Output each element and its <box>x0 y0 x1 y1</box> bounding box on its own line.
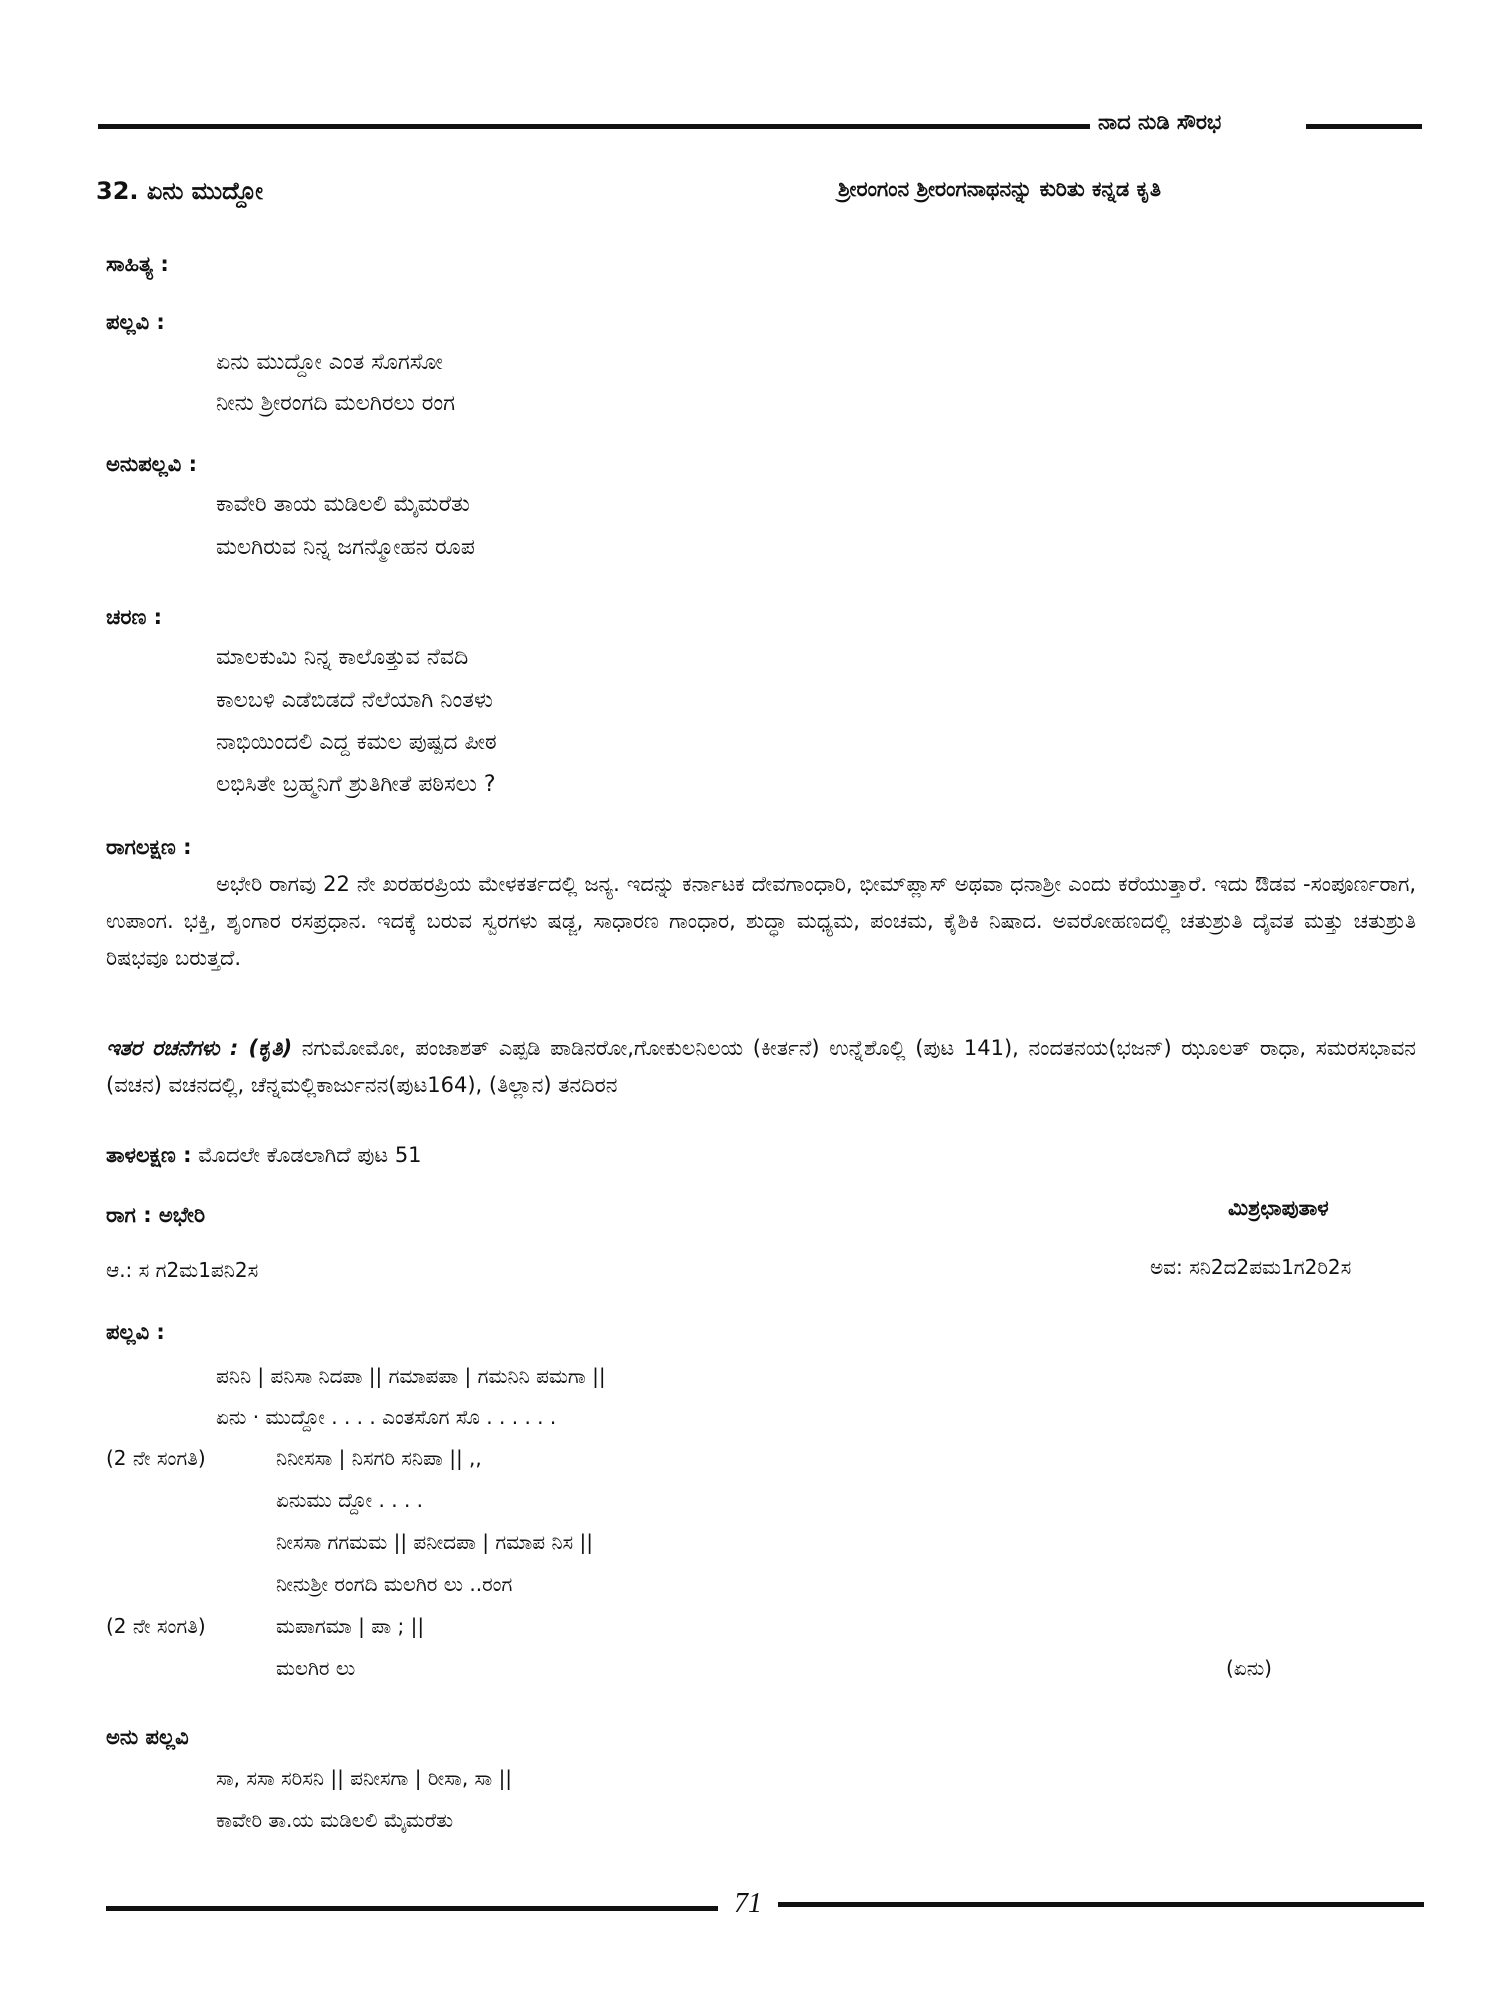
charana-line-1: ಮಾಲಕುಮಿ ನಿನ್ನ ಕಾಲೊತ್ತುವ ನೆವದಿ <box>216 645 469 670</box>
sahitya-heading: ಸಾಹಿತ್ಯ : <box>106 252 169 276</box>
notation-anupallavi-line: ಸಾ, ಸಸಾ ಸರಿಸನಿ || ಪನೀಸಗಾ | ರೀಸಾ, ಸಾ || <box>216 1766 513 1790</box>
notation-line: ಮಪಾಗಮಾ | ಪಾ ; || <box>276 1614 425 1638</box>
tala-lakshana <box>106 1143 422 1168</box>
raga-lakshana-heading: ರಾಗಲಕ್ಷಣ : <box>106 835 192 859</box>
header-rule-right <box>1306 124 1422 129</box>
header-rule-left <box>98 124 1090 129</box>
charana-heading: ಚರಣ : <box>106 605 163 629</box>
notation-line: ಏನು · ಮುದ್ದೋ . . . . ಎಂತಸೊಗ ಸೊ . . . . . . <box>216 1405 557 1429</box>
charana-line-4: ಲಭಿಸಿತೇ ಬ್ರಹ್ಮನಿಗೆ ಶ್ರುತಿಗೀತೆ ಪಠಿಸಲು ? <box>216 772 496 797</box>
notation-line: ನೀಸಸಾ ಗಗಮಮ || ಪನೀದಪಾ | ಗಮಾಪ ನಿಸ || <box>276 1530 594 1554</box>
tala-lakshana-text: ಮೊದಲೇ ಕೊಡಲಾಗಿದೆ ಪುಟ 51 <box>191 1143 422 1167</box>
charana-line-2: ಕಾಲಬಳಿ ಎಡೆಬಿಡದೆ ನೆಲೆಯಾಗಿ ನಿಂತಳು <box>216 688 493 713</box>
notation-anupallavi-heading: ಅನು ಪಲ್ಲವಿ <box>106 1725 189 1749</box>
song-title: 32. ಏನು ಮುದ್ದೋ <box>96 177 264 205</box>
other-compositions-paragraph <box>106 1030 1416 1104</box>
pallavi-line-2: ನೀನು ಶ್ರೀರಂಗದಿ ಮಲಗಿರಲು ರಂಗ <box>216 391 456 416</box>
running-title: ನಾದ ನುಡಿ ಸೌರಭ <box>1098 110 1222 134</box>
tala-lakshana-label: ತಾಳಲಕ್ಷಣ : <box>106 1143 192 1167</box>
refrain-marker: (ಏನು) <box>1226 1656 1272 1680</box>
notation-line-prefix: (2 ನೇ ಸಂಗತಿ) <box>106 1614 206 1638</box>
charana-line-3: ನಾಭಿಯಿಂದಲಿ ಎದ್ದ ಕಮಲ ಪುಷ್ಪದ ಪೀಠ <box>216 730 497 755</box>
notation-pallavi-heading: ಪಲ್ಲವಿ : <box>106 1320 165 1344</box>
footer-rule-right <box>778 1902 1424 1907</box>
anupallavi-line-2: ಮಲಗಿರುವ ನಿನ್ನ ಜಗನ್ಮೋಹನ ರೂಪ <box>216 535 475 560</box>
song-description: ಶ್ರೀರಂಗಂನ ಶ್ರೀರಂಗನಾಥನನ್ನು ಕುರಿತು ಕನ್ನಡ ಕೃತಿ <box>838 177 1161 201</box>
notation-anupallavi-line: ಕಾವೇರಿ ತಾ.ಯ ಮಡಿಲಲಿ ಮೈಮರೆತು <box>216 1808 454 1832</box>
notation-line: ಪನಿನಿ | ಪನಿಸಾ ನಿದಪಾ || ಗಮಾಪಪಾ | ಗಮನಿನಿ ಪಮಗಾ || <box>216 1364 606 1388</box>
footer-rule-left <box>106 1906 718 1911</box>
notation-line-prefix: (2 ನೇ ಸಂಗತಿ) <box>106 1446 206 1470</box>
avarohana: ಅವ: ಸನಿ2ದ2ಪಮ1ಗ2ರಿ2ಸ <box>1150 1255 1352 1279</box>
notation-line: ಮಲಗಿರ ಲು <box>276 1656 356 1680</box>
notation-line: ನೀನುಶ್ರೀ ರಂಗದಿ ಮಲಗಿರ ಲು ..ರಂಗ <box>276 1572 513 1596</box>
pallavi-heading: ಪಲ್ಲವಿ : <box>106 310 165 334</box>
other-compositions-text: ನಗುಮೋಮೋ, ಪಂಜಾಶತ್ ಎಪ್ಪಡಿ ಪಾಡಿನರೋ,ಗೋಕುಲನಿಲಯ (ಕೀರ್ತನೆ) ಉನ್ನೆಶೊಲ್ಲಿ (ಪುಟ 141), ನಂದತನಯ(ಭಜನ್) ಝೂಲತ್ ರಾಧಾ, ಸಮರಸಭಾವನ (ವಚನ) ವಚನದಲ್ಲಿ, ಚೆನ್ನಮಲ್ಲಿಕಾರ್ಜುನನ(ಪುಟ164), (ತಿಲ್ಲಾನ) ತನದಿರನ <box>106 1036 1416 1097</box>
raga-name: ರಾಗ : ಅಭೇರಿ <box>106 1203 206 1227</box>
notation-line: ನಿನೀಸಸಾ | ನಿಸಗರಿ ಸನಿಪಾ || ,, <box>276 1446 482 1470</box>
arohana: ಆ.: ಸ ಗ2ಮ1ಪನಿ2ಸ <box>106 1258 259 1282</box>
tala-name: ಮಿಶ್ರಛಾಪುತಾಳ <box>1228 1196 1329 1220</box>
pallavi-line-1: ಏನು ಮುದ್ದೋ ಎಂತ ಸೊಗಸೋ <box>216 350 443 375</box>
anupallavi-line-1: ಕಾವೇರಿ ತಾಯ ಮಡಿಲಲಿ ಮೈಮರೆತು <box>216 492 470 517</box>
notation-line: ಏನುಮು ದ್ದೋ . . . . <box>276 1488 424 1512</box>
other-compositions-label: ಇತರ ರಚನೆಗಳು : (ಕೃತಿ) <box>106 1036 293 1060</box>
page-number: 71 <box>734 1888 762 1919</box>
raga-lakshana-text: ಅಭೇರಿ ರಾಗವು 22 ನೇ ಖರಹರಪ್ರಿಯ ಮೇಳಕರ್ತದಲ್ಲಿ ಜನ್ಯ. ಇದನ್ನು ಕರ್ನಾಟಕ ದೇವಗಾಂಧಾರಿ, ಭೀಮ್‌ಪ್ಲಾಸ್ ಅಥವಾ ಧನಾಶ್ರೀ ಎಂದು ಕರೆಯುತ್ತಾರೆ. ಇದು ಔಡವ -ಸಂಪೂರ್ಣರಾಗ, ಉಪಾಂಗ. ಭಕ್ತಿ, ಶೃಂಗಾರ ರಸಪ್ರಧಾನ. ಇದಕ್ಕೆ ಬರುವ ಸ್ವರಗಳು ಷಡ್ಜ, ಸಾಧಾರಣ ಗಾಂಧಾರ, ಶುದ್ಧಾ ಮಧ್ಯಮ, ಪಂಚಮ, ಕೈಶಿಕಿ ನಿಷಾದ. ಅವರೋಹಣದಲ್ಲಿ ಚತುಶ್ರುತಿ ದೈವತ ಮತ್ತು ಚತುಶ್ರುತಿ ರಿಷಭವೂ ಬರುತ್ತದೆ. <box>106 872 1416 970</box>
raga-lakshana-paragraph <box>106 866 1416 977</box>
anupallavi-heading: ಅನುಪಲ್ಲವಿ : <box>106 452 198 476</box>
